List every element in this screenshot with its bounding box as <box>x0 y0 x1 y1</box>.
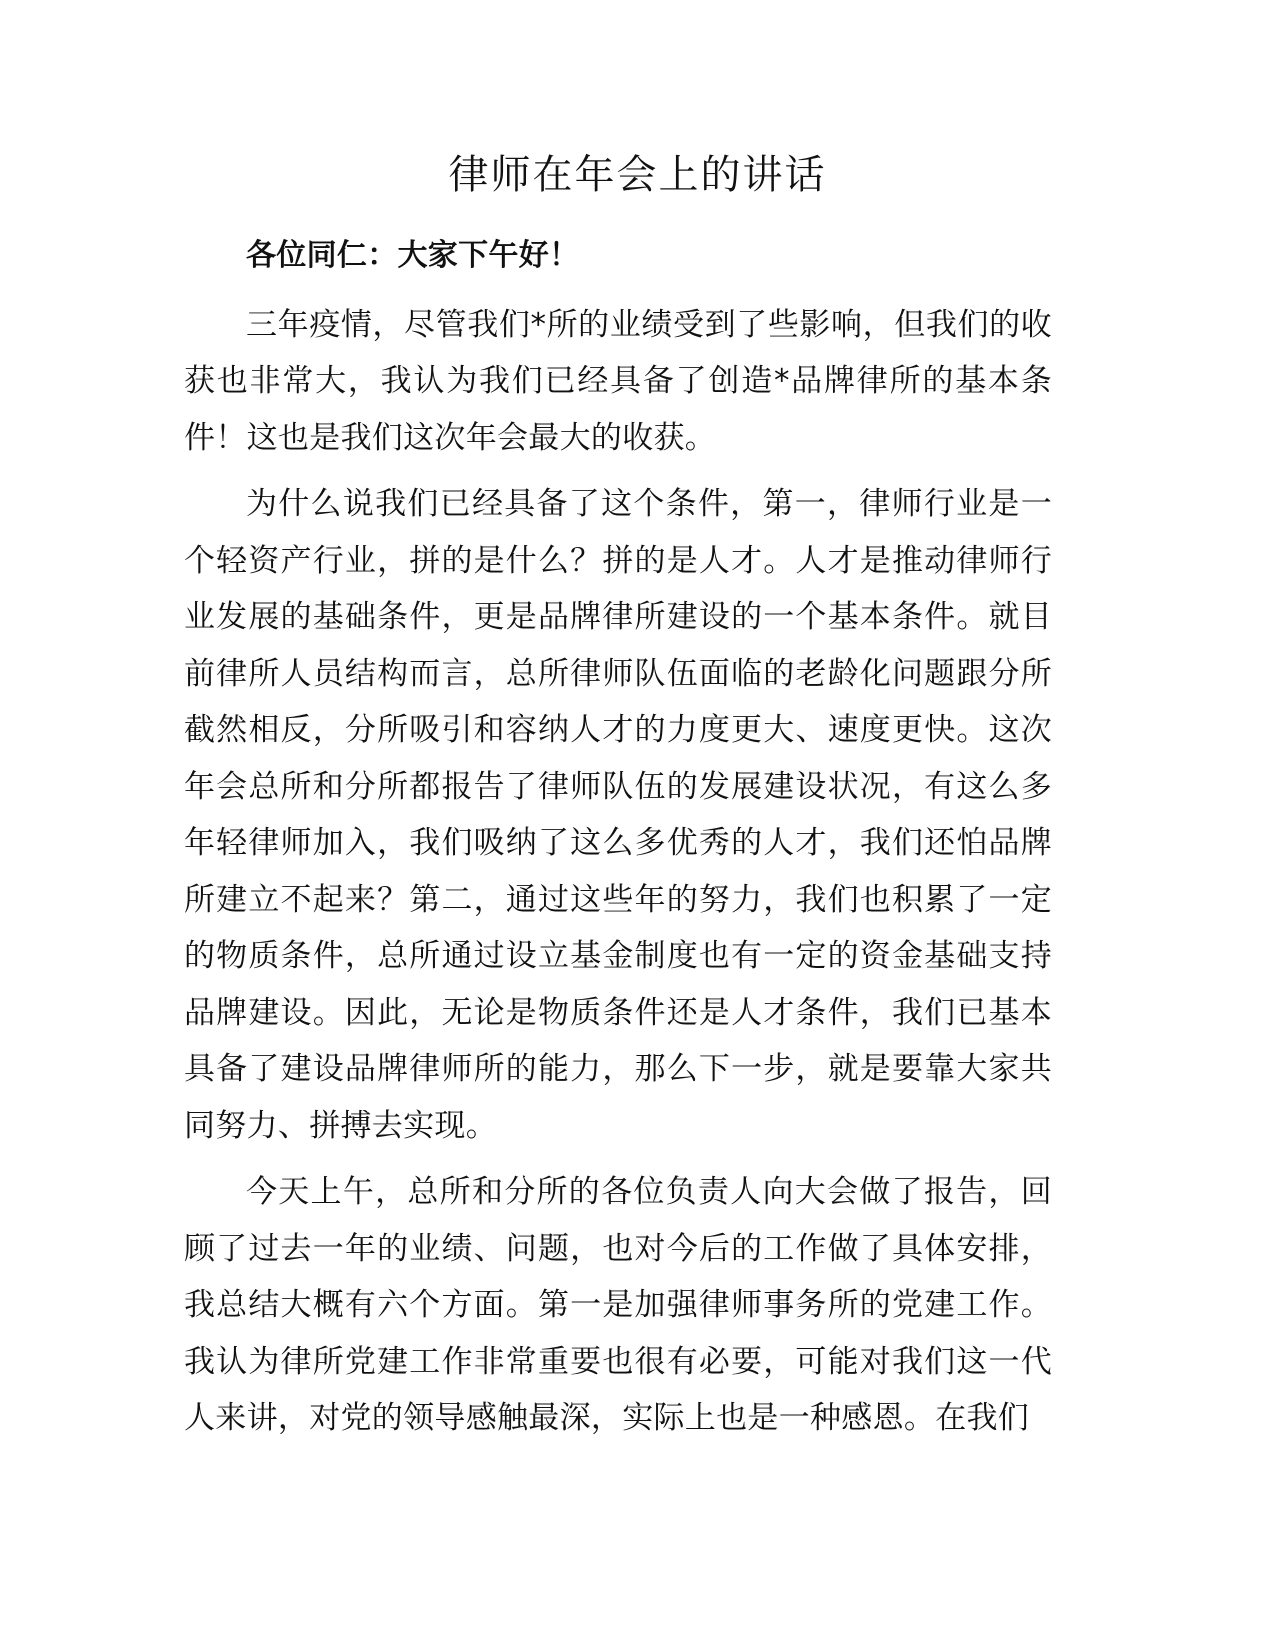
document-body <box>184 228 1052 1457</box>
paragraph-2: 为什么说我们已经具备了这个条件，第一，律师行业是一个轻资产行业，拼的是什么？拼的是人才。人才是推动律师行业发展的基础条件，更是品牌律所建设的一个基本条件。就目前律所人员结构而言，总所律师队伍面临的老龄化问题跟分所截然相反，分所吸引和容纳人才的力度更大、速度更快。这次年会总所和分所都报告了律师队伍的发展建设状况，有这么多年轻律师加入，我们吸纳了这么多优秀的人才，我们还怕品牌所建立不起来？第二，通过这些年的努力，我们也积累了一定的物质条件，总所通过设立基金制度也有一定的资金基础支持品牌建设。因此，无论是物质条件还是人才条件，我们已基本具备了建设品牌律师所的能力，那么下一步，就是要靠大家共同努力、拼搏去实现。 <box>184 486 1052 1144</box>
paragraph-3: 今天上午，总所和分所的各位负责人向大会做了报告，回顾了过去一年的业绩、问题，也对今后的工作做了具体安排，我总结大概有六个方面。第一是加强律师事务所的党建工作。我认为律所党建工作非常重要也很有必要，可能对我们这一代人来讲，对党的领导感触最深，实际上也是一种感恩。在我们 <box>184 1174 1052 1436</box>
greeting-line: 各位同仁：大家下午好！ <box>246 238 580 273</box>
paragraph-1: 三年疫情，尽管我们*所的业绩受到了些影响，但我们的收获也非常大，我认为我们已经具备了创造*品牌律所的基本条件！这也是我们这次年会最大的收获。 <box>184 306 1052 456</box>
document-title: 律师在年会上的讲话 <box>448 152 827 198</box>
